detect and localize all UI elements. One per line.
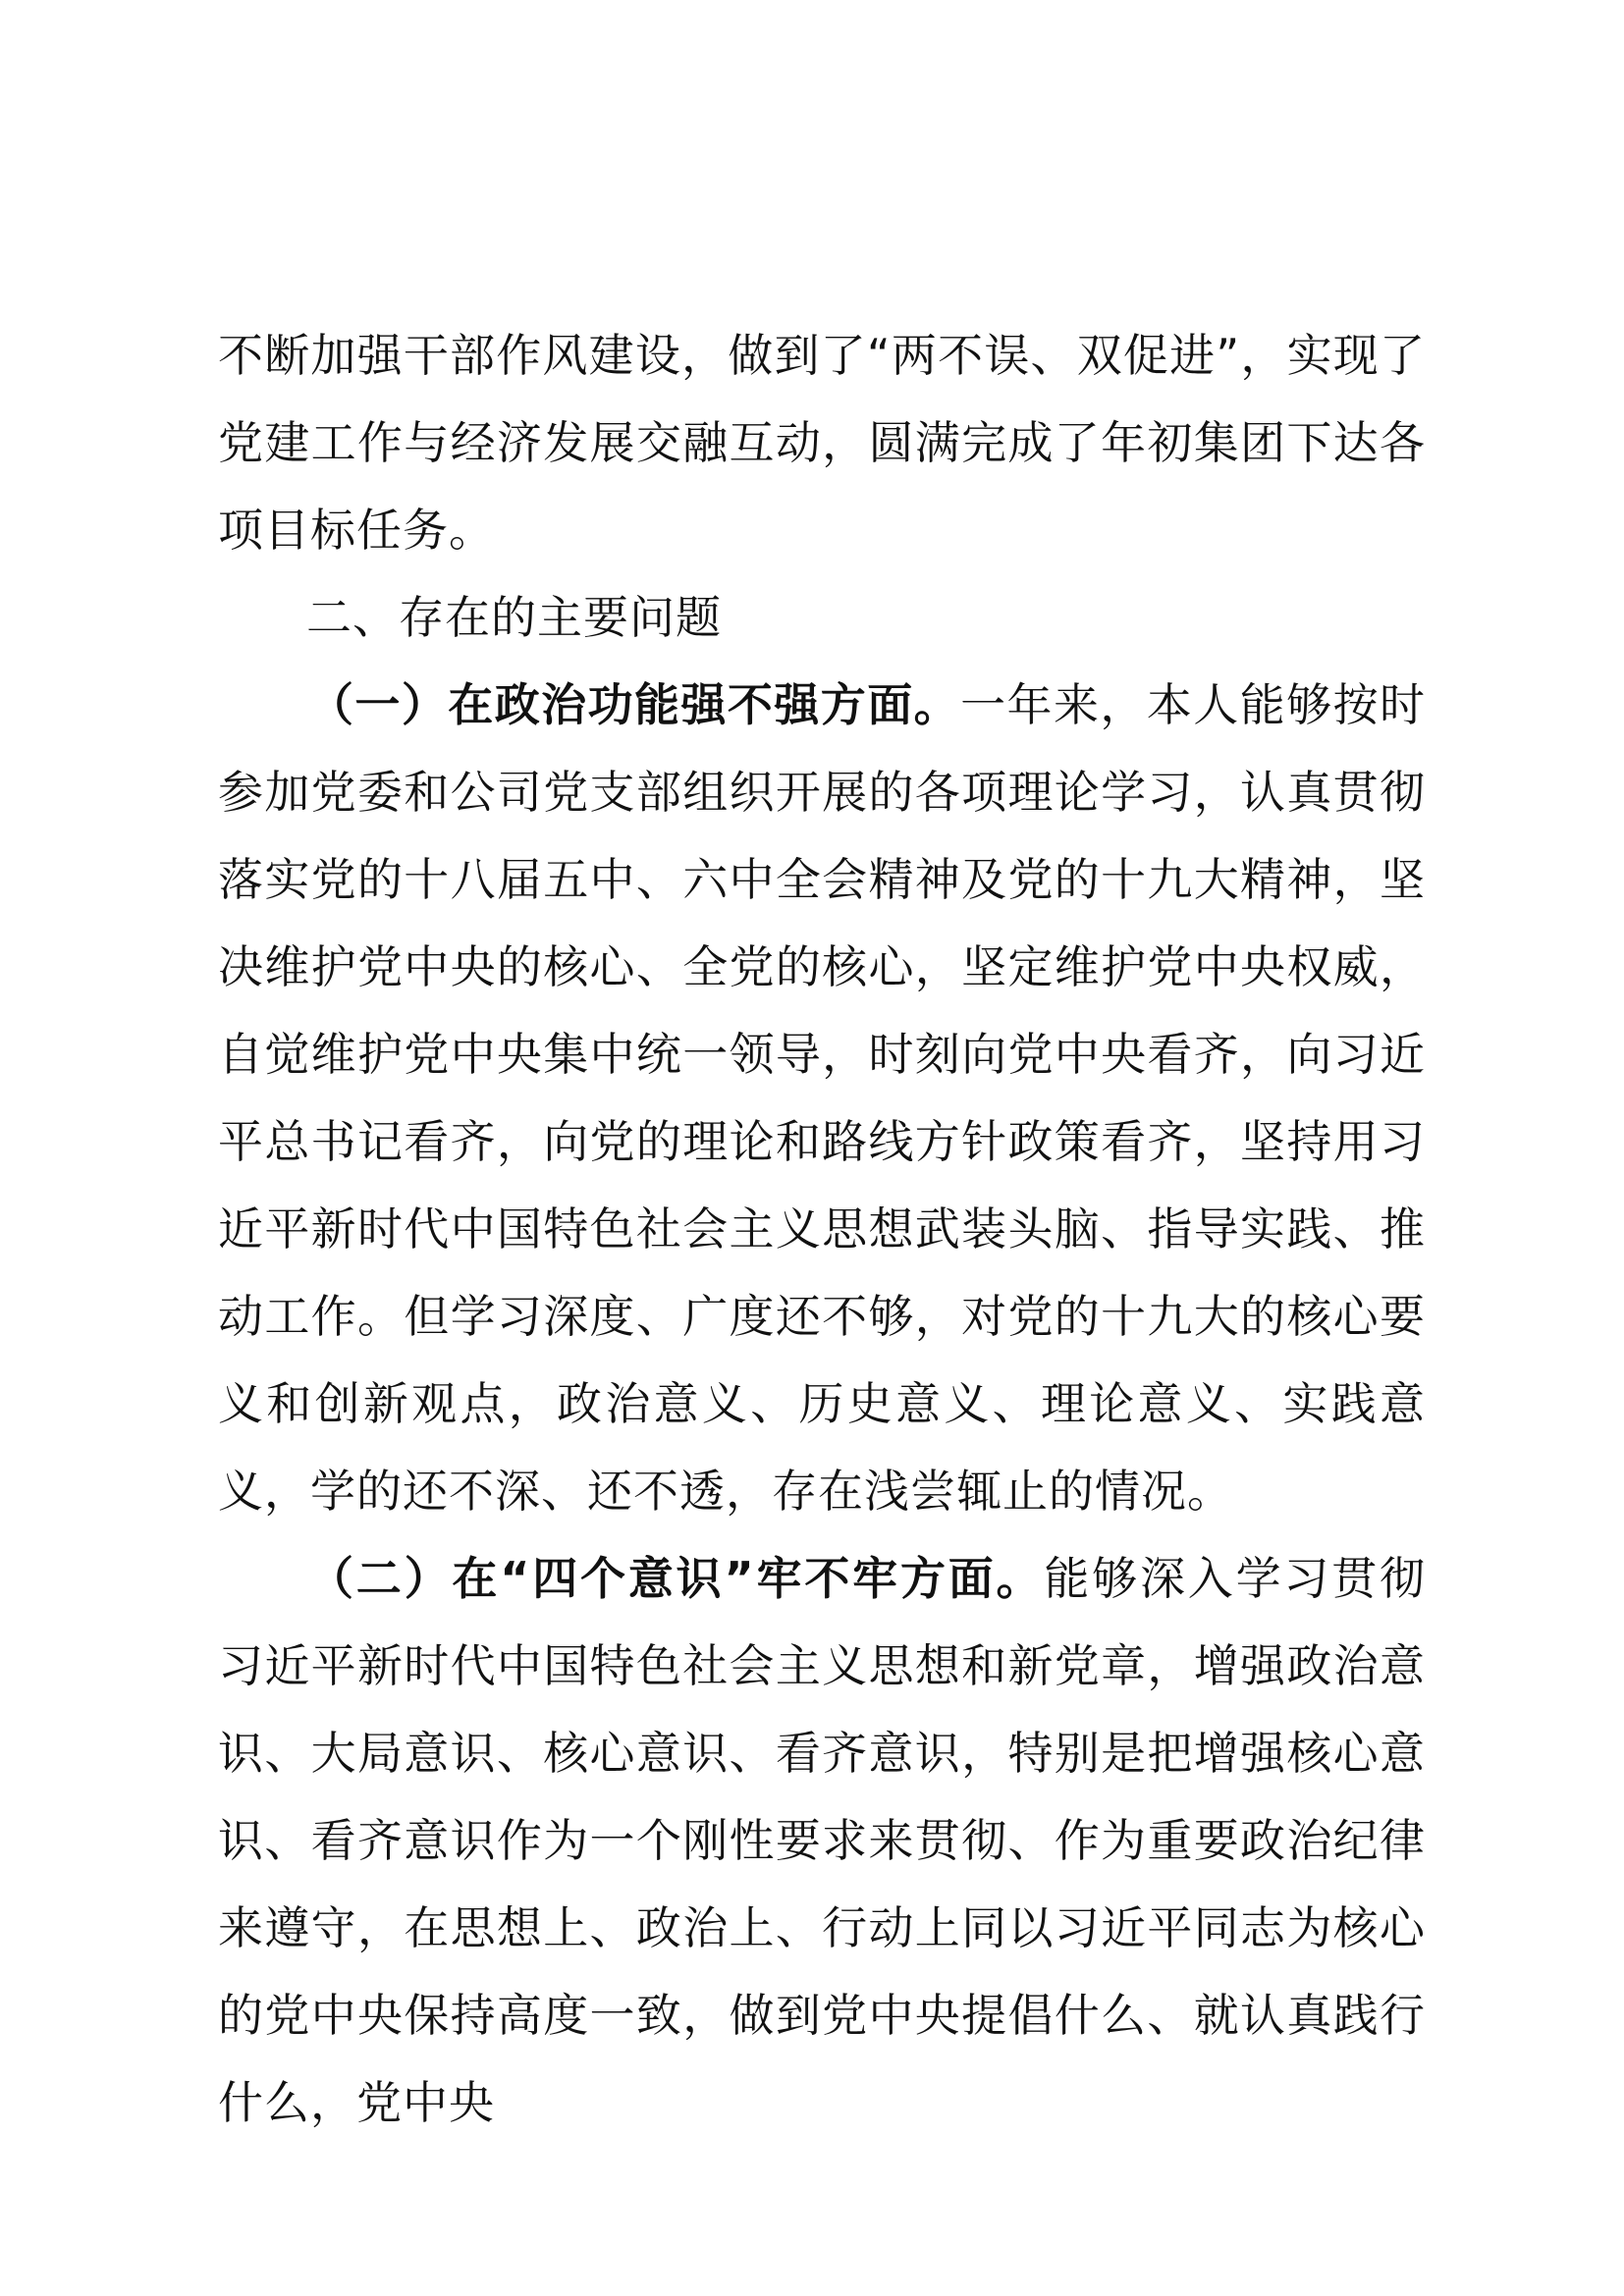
problem-paragraph-1: [218, 662, 1426, 1535]
problem-title-2: （二）在“四个意识”牢不牢方面。: [308, 1552, 1045, 1605]
section-heading: 二、存在的主要问题: [306, 591, 722, 644]
problem-body-1: 一年来，本人能够按时参加党委和公司党支部组织开展的各项理论学习，认真贯彻落实党的十八届五中、六中全会精神及党的十九大精神，坚决维护党中央的核心、全党的核心，坚定维护党中央权威，自觉维护党中央集中统一领导，时刻向党中央看齐，向习近平总书记看齐，向党的理论和路线方针政策看齐，坚持用习近平新时代中国特色社会主义思想武装头脑、指导实践、推动工作。但学习深度、广度还不够，对党的十九大的核心要义和创新观点，政治意义、历史意义、理论意义、实践意义，学的还不深、还不透，存在浅尝辄止的情况。: [218, 678, 1427, 1518]
problem-body-2: 能够深入学习贯彻习近平新时代中国特色社会主义思想和新党章，增强政治意识、大局意识、核心意识、看齐意识，特别是把增强核心意识、看齐意识作为一个刚性要求来贯彻、作为重要政治纪律来遵守，在思想上、政治上、行动上同以习近平同志为核心的党中央保持高度一致，做到党中央提倡什么、就认真践行什么，党中央: [218, 1552, 1426, 2129]
intro-paragraph: 不断加强干部作风建设，做到了“两不误、双促进”，实现了党建工作与经济发展交融互动，圆满完成了年初集团下达各项目标任务。: [218, 329, 1426, 557]
problem-title-1: （一）在政治功能强不强方面。: [308, 678, 961, 731]
document-body: [218, 312, 1426, 2147]
problem-paragraph-2: [218, 1535, 1426, 2147]
